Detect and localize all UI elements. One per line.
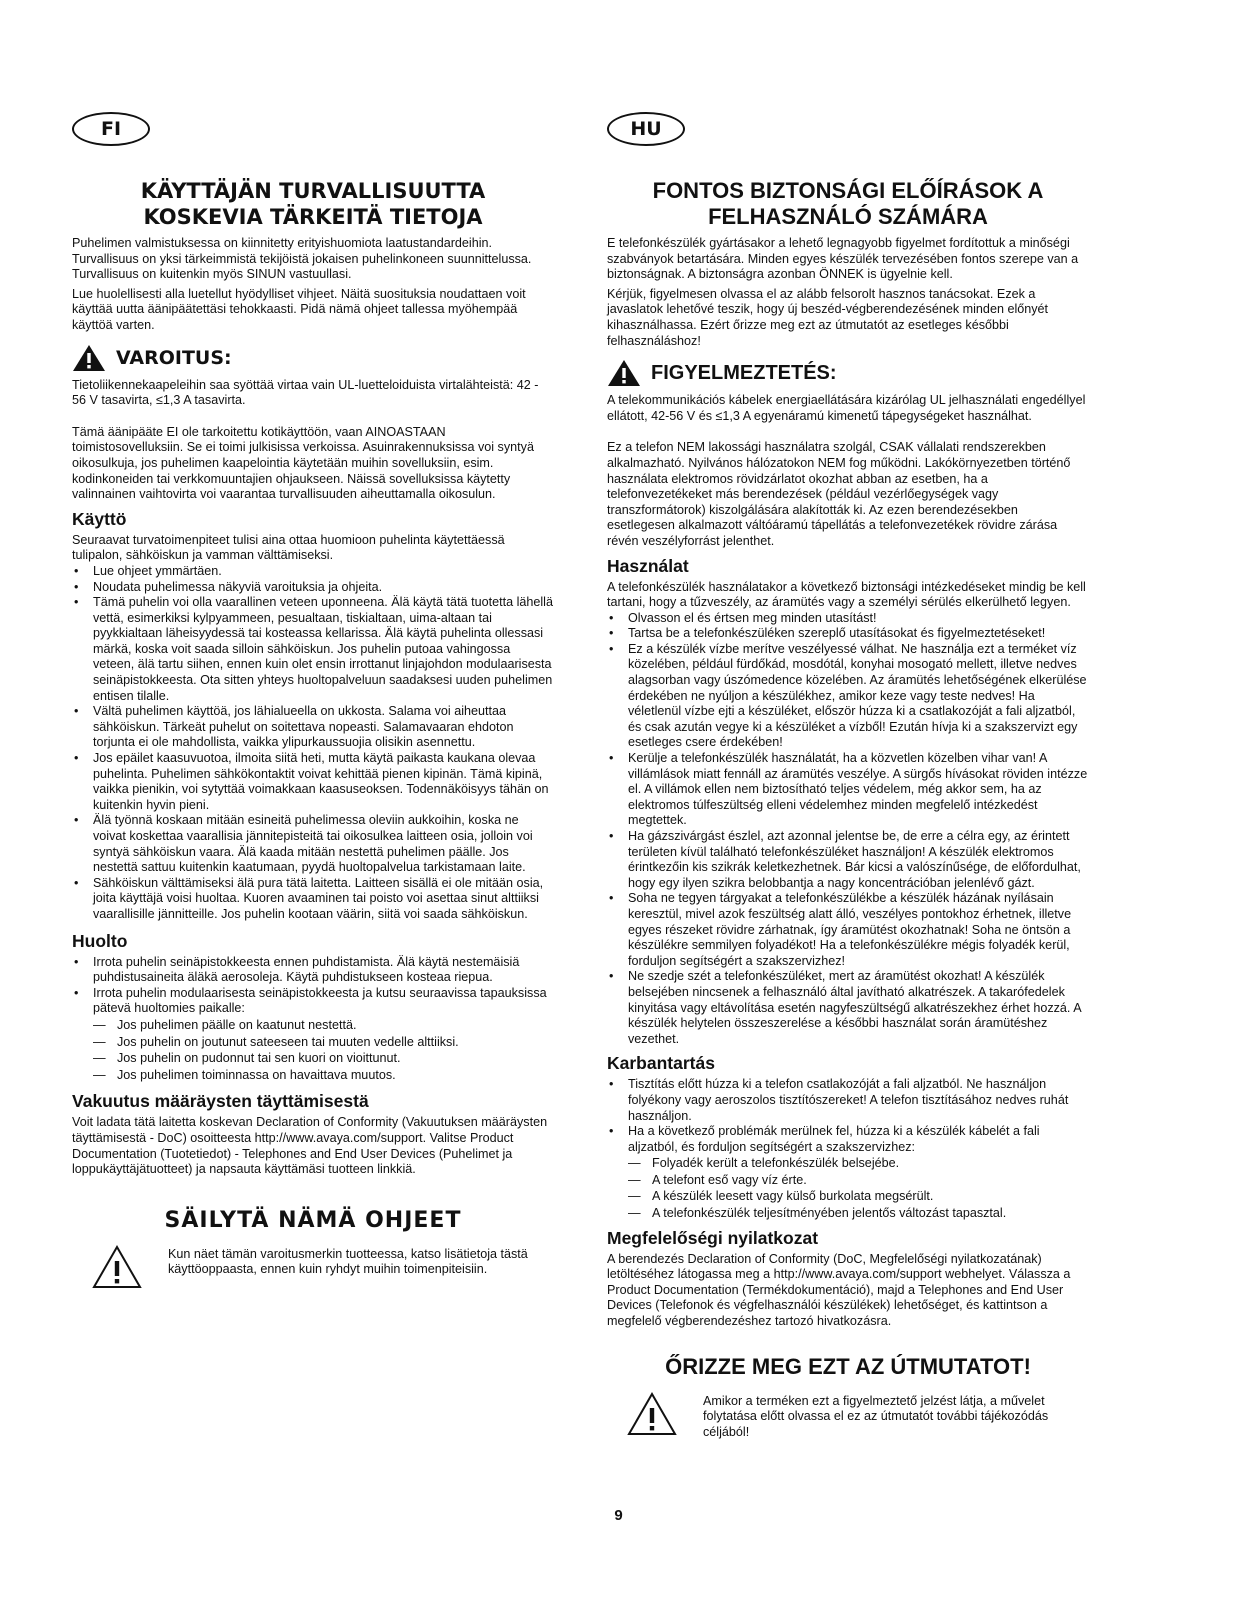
warning-triangle-icon [607, 359, 641, 387]
warning-notice-text: Kun näet tämän varoitusmerkin tuotteessa, katso lisätietoja tästä käyttöoppaasta, ennen kuin ryhdyt muihin toimenpiteisiin. [168, 1246, 528, 1277]
language-badge-hu: HU [607, 112, 685, 146]
use-intro: Seuraavat turvatoimenpiteet tulisi aina ottaa huomioon puhelinta käytettäessä tulipalon, sähköiskun ja vamman välttämiseksi. [72, 532, 505, 563]
list-item: • Olvasson el és értsen meg minden utasítást! [607, 611, 1089, 627]
sub-list-item: — Folyadék került a telefonkészülék belsejébe. [607, 1156, 1089, 1172]
warning-heading-text: VAROITUS: [116, 346, 232, 369]
intro-paragraph-2: Kérjük, figyelmesen olvassa el az alább felsorolt hasznos tanácsokat. Ezek a javaslatok lehetővé teszik, hogy új beszéd-végberendezésének minden előnyét kihasználhassa. Ezért őrizze meg ezt az útmutatót az esetleges későbbi felhasználáshoz! [607, 286, 1049, 348]
warning-paragraph-1: A telekommunikációs kábelek energiaellátására kizárólag UL jelhasználati engedéllyel ellátott, 42-56 V és ≤1,3 A egyenáramú kimenetű tápegységeket használhat. [607, 393, 1086, 423]
use-list [72, 564, 554, 923]
use-intro: A telefonkészülék használatakor a következő biztonsági intézkedéseket mindig be kell tartani, hogy a tűzveszély, az áramütés vagy a személyi sérülés elkerülhető legyen. [607, 579, 1086, 610]
section-heading-maintenance: Huolto [72, 930, 128, 951]
list-item: • Vältä puhelimen käyttöä, jos lähialueella on ukkosta. Salama voi aiheuttaa sähköiskun. Tärkeät puhelut on soitettava nopeasti. Salamavaaran ehdoton torjunta ei ole mahdollista, vaikka ylipurkaussuojia olisikin asennettu. [72, 704, 554, 751]
list-item: • Älä työnnä koskaan mitään esineitä puhelimessa oleviin aukkoihin, koska ne voivat koskettaa vaarallisia jännitepisteitä tai oikosulkea laitteen osia, jolloin voi syntyä sähköiskun vaara. Älä kaada mitään nestettä puhelimen päälle. Jos nestettä sattuu kuitenkin kaatumaan, pyydä huoltopalvelua tarkistamaan laite. [72, 813, 554, 875]
hu-column [607, 112, 1089, 1444]
fi-column [72, 112, 554, 1289]
list-item: • Ha gázszivárgást észlel, azt azonnal jelentse be, de erre a célra egy, az érintett területen kívül található telefonkészüléket használjon! A készülék elektromos érintkezőin kis szikrák keletkezhetnek. Bár kicsi a valószínűsége, de előfordulhat, hogy egy ilyen szikra belobbantja a nagy koncentrációban jelenlévő gázt. [607, 829, 1089, 891]
sub-list-item: — A telefonkészülék teljesítményében jelentős változást tapasztal. [607, 1206, 1089, 1222]
title-line-1: FONTOS BIZTONSÁGI ELŐÍRÁSOK A [652, 178, 1044, 203]
title-line-2: KOSKEVIA TÄRKEITÄ TIETOJA [143, 205, 483, 229]
warning-notice-text: Amikor a terméken ezt a figyelmeztető jelzést látja, a művelet folytatása előtt olvassa el ez az útmutatót további tájékozódás céljából! [703, 1393, 1049, 1439]
warning-heading-text: FIGYELMEZTETÉS: [651, 361, 837, 384]
language-badge-fi: FI [72, 112, 150, 146]
warning-triangle-icon [72, 344, 106, 372]
intro-paragraph-1: Puhelimen valmistuksessa on kiinnitetty erityishuomiota laatustandardeihin. Turvallisuus on yksi tärkeimmistä tekijöistä jokaisen puhelinkoneen suunnittelussa. Turvallisuus on kuitenkin myös SINUN vastuullasi. [72, 236, 532, 282]
warning-paragraph-2: Ez a telefon NEM lakossági használatra szolgál, CSAK vállalati rendszerekben alkalmazható. Nyilvános hálózatokon NEM fog működni. Lakókörnyezetben történő használata elektromos rövidzárlatot okozhat abban az esetben, ha a telefonvezetékeket más berendezések (például vezérlőegységek vagy transzformátorok) kiszolgálására alakították ki. Az ezen berendezésekben esetlegesen alkalmazott váltóáramú tápellátás a telefonvezetékek rövidre zárása révén veszélyforrást jelenthet. [607, 440, 1071, 548]
intro-paragraph-2: Lue huolellisesti alla luetellut hyödylliset vihjeet. Näitä suosituksia noudattaen voit käyttää uutta äänipäätettäsi tehokkaasti. Pidä nämä ohjeet tallessa myöhempää käyttöä varten. [72, 286, 526, 332]
page-title [607, 178, 1089, 230]
warning-heading [607, 359, 1089, 387]
page-title [72, 178, 554, 230]
section-heading-use: Käyttö [72, 508, 127, 529]
sub-list-item: — Jos puhelimen toiminnassa on havaittava muutos. [72, 1068, 554, 1084]
section-heading-conformity: Vakuutus määräysten täyttämisestä [72, 1091, 369, 1112]
list-item: • Jos epäilet kaasuvuotoa, ilmoita siitä heti, mutta käytä paikasta kaukana olevaa puhelinta. Puhelimen sähkökontaktit voivat kehittää pienen kipinän. Tämä kipinä, vaikka pienikin, voi sytyttää voimakkaan kaasuseoksen. Todennäköisyys tähän on kuitenkin hyvin pieni. [72, 751, 554, 813]
warning-paragraph-1: Tietoliikennekaapeleihin saa syöttää virtaa vain UL-luetteloiduista virtalähteistä: 42 - 56 V tasavirta, ≤1,3 A tasavirta. [72, 377, 539, 408]
page-number: 9 [614, 1507, 623, 1524]
list-item: • Kerülje a telefonkészülék használatát, ha a közvetlen közelben vihar van! A villámlások miatt fennáll az áramütés veszélye. A sürgős hívásokat röviden intézze el. A villámok ellen nem biztosítható teljes védelem, még akkor sem, ha az elektromos túlfeszültség elleni védelemhez minden megfelelő intézkedést megtettek. [607, 751, 1089, 829]
section-heading-conformity: Megfelelőségi nyilatkozat [607, 1227, 819, 1248]
save-instructions-heading: SÄILYTÄ NÄMÄ OHJEET [164, 1207, 462, 1233]
sub-list-item: — A telefont eső vagy víz érte. [607, 1173, 1089, 1189]
sub-list-item: — Jos puhelin on pudonnut tai sen kuori on vioittunut. [72, 1051, 554, 1067]
list-item: • Soha ne tegyen tárgyakat a telefonkészülékbe a készülék házának nyílásain keresztül, mivel azok feszültség alatt álló, veszélyes pontokhoz érhetnek, illetve egyes részeket rövidre zárhatnak, így áramütést okozhatnak! Soha ne öntsön a készülékre semmilyen folyadékot! Ha a telefonkészülékre mégis folyadék kerül, forduljon segítségért a szakszervizhez! [607, 891, 1089, 969]
list-item: • Ez a készülék vízbe merítve veszélyessé válhat. Ne használja ezt a terméket víz közelében, például fürdőkád, mosdótál, konyhai mosogató mellett, illetve nedves alagsorban vagy úszómedence közelében. Az áramütés lehetőségének elkerülése érdekében ne nyúljon a készülékhez, amikor keze vagy teste nedves! Ha véletlenül vízbe ejti a készüléket, először húzza ki a csatlakozóját a fali aljzatból, és csak azután vegye ki a készüléket a vízből! Ezután hívja ki a szakszervizt egy esetleges csere érdekében! [607, 642, 1089, 751]
list-item: • Ne szedje szét a telefonkészüléket, mert az áramütést okozhat! A készülék belsejében nincsenek a felhasználó által javítható alkatrészek. A takarófedelek kinyitása vagy eltávolítása esetén nagyfeszültségű alkatrészekhez érhet hozzá. A készülék helytelen összeszerelése a későbbi használat során áramütéshez vezethet. [607, 969, 1089, 1047]
list-item: • Tartsa be a telefonkészüléken szereplő utasításokat és figyelmeztetéseket! [607, 626, 1089, 642]
sub-list-item: — Jos puhelimen päälle on kaatunut nestettä. [72, 1018, 554, 1034]
warning-notice [607, 1392, 1089, 1445]
warning-notice [72, 1245, 554, 1289]
list-item: • Lue ohjeet ymmärtäen. [72, 564, 554, 580]
list-item: • Tämä puhelin voi olla vaarallinen veteen uponneena. Älä käytä tätä tuotetta lähellä vettä, esimerkiksi kylpyammeen, pesualtaan, tiskialtaan, uima-altaan tai pyykkialtaan läheisyydessä tai kosteassa kellarissa. Älä käytä puhelinta ollessasi märkä, koska voit saada silloin sähköiskun. Jos puhelin putoaa vahingossa veteen, älä tartu siihen, ennen kuin olet ensin irrottanut linjajohdon modulaarisesta seinäpistokkeesta. Ota sitten yhteys huoltopalveluun saadaksesi uuden puhelimen entisen tilalle. [72, 595, 554, 704]
maintenance-list [72, 955, 554, 1084]
save-instructions-heading: ŐRIZZE MEG EZT AZ ÚTMUTATOT! [665, 1353, 1031, 1379]
sub-list-item: — A készülék leesett vagy külső burkolata megsérült. [607, 1189, 1089, 1205]
list-item: • Irrota puhelin modulaarisesta seinäpistokkeesta ja kutsu seuraavissa tapauksissa pätevä huoltomies paikalle: [72, 986, 554, 1017]
use-list [607, 611, 1089, 1048]
sub-list-item: — Jos puhelin on joutunut sateeseen tai muuten vedelle alttiiksi. [72, 1035, 554, 1051]
warning-triangle-outline-icon [92, 1245, 142, 1289]
warning-heading [72, 344, 554, 372]
list-item: • Ha a következő problémák merülnek fel, húzza ki a készülék kábelét a fali aljzatból, és forduljon segítségért a szakszervizhez: [607, 1124, 1089, 1155]
warning-triangle-outline-icon [627, 1392, 677, 1436]
list-item: • Sähköiskun välttämiseksi älä pura tätä laitetta. Laitteen sisällä ei ole mitään osia, joita käyttäjä voisi huoltaa. Kuoren avaaminen tai poisto voi asettaa sinut alttiiksi vaarallisille jännitteille. Jos puhelin kootaan väärin, siitä voi saada sähköiskun. [72, 876, 554, 923]
section-heading-maintenance: Karbantartás [607, 1053, 715, 1074]
title-line-2: FELHASZNÁLÓ SZÁMÁRA [708, 204, 988, 229]
intro-paragraph-1: E telefonkészülék gyártásakor a lehető legnagyobb figyelmet fordítottuk a minőségi szabványok betartására. Minden egyes készülék tervezésében fontos szerepe van a biztonságnak. A biztonságra azonban ÖNNEK is ügyelnie kell. [607, 236, 1079, 282]
list-item: • Irrota puhelin seinäpistokkeesta ennen puhdistamista. Älä käytä nestemäisiä puhdistusaineita äläkä aerosoleja. Käytä puhdistukseen kosteaa riepua. [72, 955, 554, 986]
list-item: • Noudata puhelimessa näkyviä varoituksia ja ohjeita. [72, 580, 554, 596]
section-heading-use: Használat [607, 555, 689, 576]
maintenance-list [607, 1077, 1089, 1221]
warning-paragraph-2: Tämä äänipääte EI ole tarkoitettu kotikäyttöön, vaan AINOASTAAN toimistosovelluksiin. Se ei toimi julkisissa verkoissa. Asuinrakennuksissa voi syntyä oikosulkuja, jos puhelimen kaapelointia käytetään muihin sovelluksiin, esim. kodinkoneiden tai verkkomuuntajien ohjaukseen. Näissä sovelluksissa käytetty valinnainen vaihtovirta voi vaarantaa turvallisuuden aiheuttamalla oikosulun. [72, 424, 534, 502]
conformity-paragraph: A berendezés Declaration of Conformity (DoC, Megfelelőségi nyilatkozatának) letöltéséhez látogassa meg a http://www.avaya.com/support webhelyet. Válassza a Product Documentation (Termékdokumentáció), majd a Telephones and End User Devices (Telefonok és végfelhasználói készülékek) lehetőséget, és kattintson a megfelelő végberendezéshez tartozó hivatkozásra. [607, 1251, 1071, 1329]
title-line-1: KÄYTTÄJÄN TURVALLISUUTTA [140, 179, 486, 203]
list-item: • Tisztítás előtt húzza ki a telefon csatlakozóját a fali aljzatból. Ne használjon folyékony vagy aeroszolos tisztítószereket! A telefon tisztításához nedves ruhát használjon. [607, 1077, 1089, 1124]
conformity-paragraph: Voit ladata tätä laitetta koskevan Declaration of Conformity (Vakuutuksen määräysten täyttämisestä - DoC) osoitteesta http://www.avaya.com/support. Valitse Product Documentation (Tuotetiedot) - Telephones and End User Devices (Puhelimet ja loppukäyttäjätuotteet) ja napsauta käyttämäsi tuotteen linkkiä. [72, 1115, 548, 1177]
